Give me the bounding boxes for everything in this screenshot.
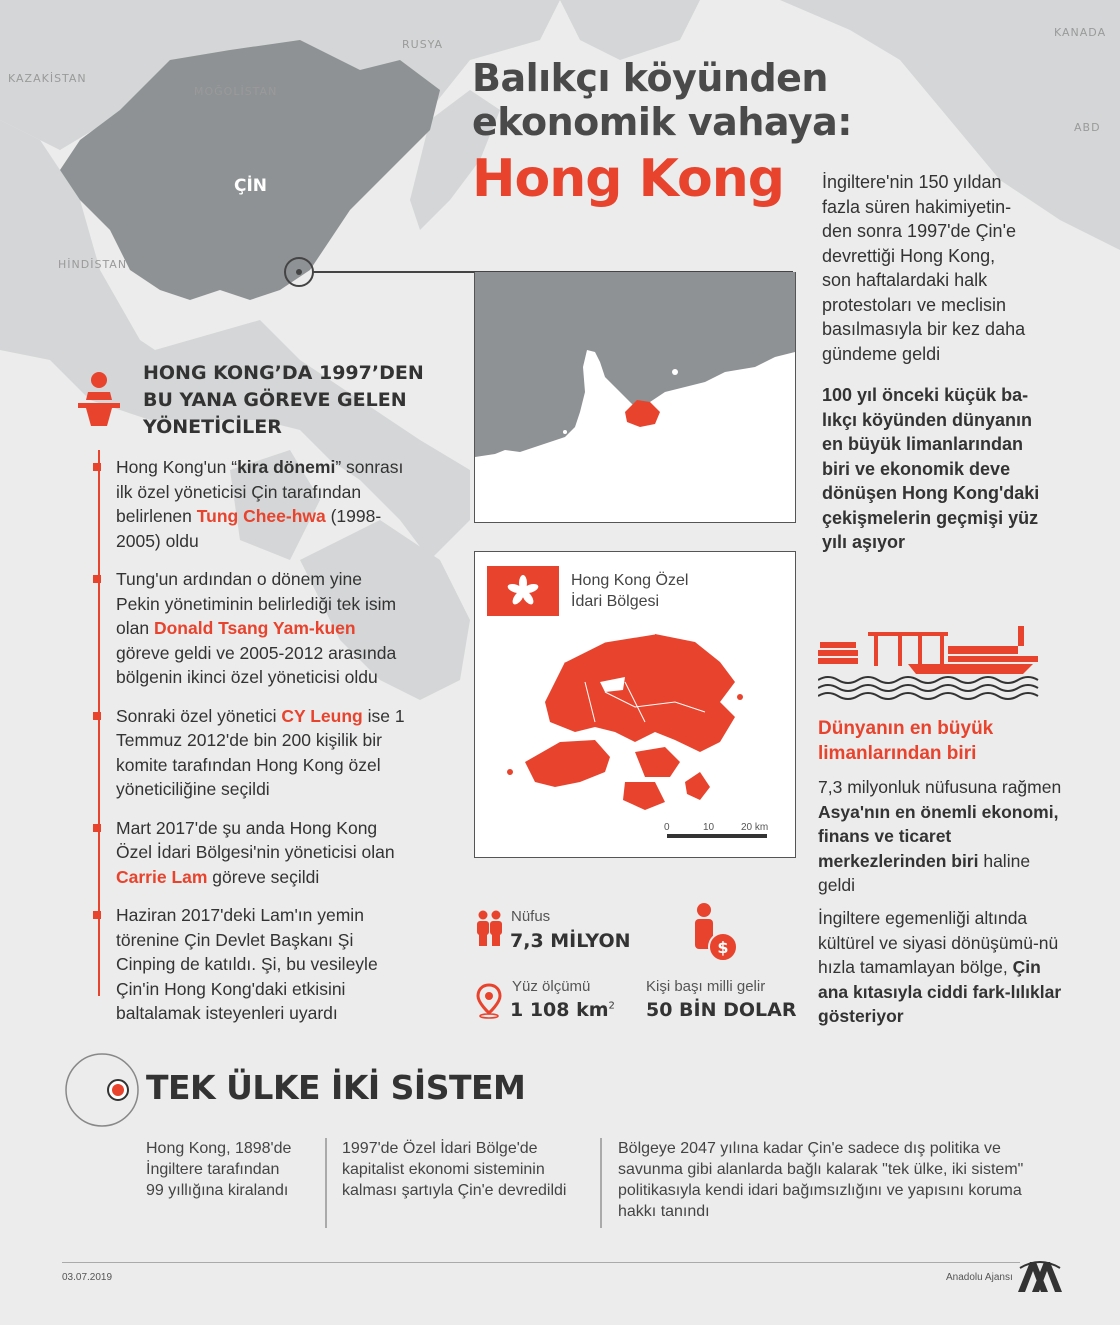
person-with-coin-icon <box>690 902 740 966</box>
scale-bar <box>667 834 767 838</box>
system-col-3: Bölgeye 2047 yılına kadar Çin'e sadece dış politika ve savunma gibi alanlarda bağlı kalarak "tek ülke, iki sistem" politikasıyla kendi idari bağımsızlığını ve yapısını koruma hakkı tanındı <box>618 1140 1024 1220</box>
person-at-podium-icon <box>74 370 124 426</box>
area-value <box>510 999 615 1021</box>
leaders-heading-line: YÖNETİCİLER <box>143 416 282 438</box>
system-heading: TEK ÜLKE İKİ SİSTEM <box>146 1068 526 1107</box>
leader-text: Mart 2017'de şu anda Hong Kong Özel İdari Bölgesi'nin yöneticisi olan <box>116 817 395 862</box>
leader-name: CY Leung <box>281 705 363 726</box>
system-col-1: Hong Kong, 1898'de İngiltere tarafından 99 yıllığına kiralandı <box>146 1140 292 1199</box>
footer-agency: Anadolu Ajansı <box>946 1272 1013 1283</box>
intro-p1-line: İngiltere'nin 150 yıldan <box>822 172 1002 192</box>
intro-p1-line: fazla süren hakimiyetin- <box>822 196 1012 217</box>
leader-item <box>116 455 408 553</box>
leader-item <box>116 816 408 890</box>
leader-text: Haziran 2017'deki Lam'ın yemin törenine Çin Devlet Başkanı Şi Cinping de katıldı. Şi, bu vesileyle Çin'in Hong Kong'daki etkisini baltalamak isteyenleri uyardı <box>116 905 378 1023</box>
map-label-cin: ÇİN <box>234 176 268 196</box>
leader-text: göreve seçildi <box>207 866 320 887</box>
map-label-rusya: RUSYA <box>402 38 444 51</box>
bullet-dot <box>93 911 101 919</box>
leader-name: Donald Tsang Yam-kuen <box>153 618 356 638</box>
area-unit-sup: 2 <box>608 1000 615 1012</box>
leader-text: (1998-2005) oldu <box>116 506 382 551</box>
map-label-mogolistan: MOĞOLİSTAN <box>194 85 278 98</box>
region-map-box <box>474 551 796 858</box>
intro-p2-line: en büyük limanlarından <box>822 434 1024 454</box>
leader-text: ” sonrası ilk özel yöneticisi Çin tarafından belirlenen <box>116 457 404 526</box>
bullet-dot <box>93 463 101 471</box>
intro-paragraph-2 <box>822 383 1112 555</box>
intro-p2-line: yılı aşıyor <box>822 532 906 552</box>
hong-kong-highlight <box>625 400 660 427</box>
map-label-kanada: KANADA <box>1054 26 1107 39</box>
leader-text: Tung'un ardından o dönem yine Pekin yönetiminin belirlediği tek isim olan <box>116 569 397 638</box>
svg-text:$: $ <box>717 938 729 957</box>
system-col-2: 1997'de Özel İdari Bölge'de kapitalist ekonomi sisteminin kalması şartıyla Çin'e devredildi <box>342 1140 567 1199</box>
scale-label-10: 10 <box>703 822 715 833</box>
page-title <box>472 56 872 208</box>
scale-label-0: 0 <box>664 822 670 833</box>
leader-text: Sonraki özel yönetici <box>116 705 282 726</box>
leader-name: Carrie Lam <box>116 866 208 887</box>
bullet-dot <box>93 575 101 583</box>
intro-p1-line: protestoları ve meclisin <box>822 294 1007 315</box>
bullet-dot <box>93 824 101 832</box>
divider <box>600 1138 602 1228</box>
intro-p2-line: 100 yıl önceki küçük ba- <box>822 385 1029 405</box>
port-heading-line: limanlarından biri <box>818 743 977 764</box>
anadolu-agency-logo <box>1016 1258 1064 1294</box>
leaders-heading <box>143 360 443 441</box>
port-paragraph-1 <box>818 775 1068 898</box>
intro-p2-line: lıkçı köyünden dünyanın <box>822 409 1033 430</box>
divider <box>325 1138 327 1228</box>
income-label: Kişi başı milli gelir <box>646 978 766 995</box>
title-line-1: Balıkçı köyünden <box>472 56 828 100</box>
coastline-map <box>474 272 796 523</box>
leader-item <box>116 704 408 802</box>
intro-p1-line: son haftalardaki halk <box>822 270 988 290</box>
leader-item <box>116 567 408 690</box>
hong-kong-region-map <box>505 622 765 822</box>
intro-p2-line: dönüşen Hong Kong'daki <box>822 483 1040 503</box>
port-heading-line: Dünyanın en büyük <box>818 718 994 739</box>
population-value: 7,3 MİLYON <box>510 930 631 952</box>
region-name-line: İdari Bölgesi <box>571 593 660 610</box>
leaders-heading-line: BU YANA GÖREVE GELEN <box>143 389 407 411</box>
population-label: Nüfus <box>511 908 551 925</box>
intro-p2-line: çekişmelerin geçmişi yüz <box>822 507 1039 528</box>
intro-p1-line: devrettiği Hong Kong, <box>822 245 996 266</box>
footer-rule <box>62 1262 1020 1263</box>
leader-text: Hong Kong'un “ <box>116 457 238 477</box>
leaders-heading-line: HONG KONG’DA 1997’DEN <box>143 362 424 384</box>
title-line-2: ekonomik vahaya: <box>472 100 852 144</box>
intro-p1-line: basılmasıyla bir kez daha <box>822 319 1026 339</box>
intro-p1-line: den sonra 1997'de Çin'e <box>822 221 1017 241</box>
hong-kong-flag <box>487 566 559 616</box>
map-label-kazakistan: KAZAKİSTAN <box>8 72 87 85</box>
leaders-list <box>116 455 408 1040</box>
population-icon <box>474 910 504 946</box>
section-marker <box>62 1050 142 1130</box>
income-value: 50 BİN DOLAR <box>646 999 797 1021</box>
title-line-3: Hong Kong <box>472 149 784 209</box>
port-text: 7,3 milyonluk nüfusuna rağmen <box>818 777 1062 797</box>
region-name <box>571 570 688 612</box>
intro-p2-line: biri ve ekonomik deve <box>822 458 1011 479</box>
intro-p1-line: gündeme geldi <box>822 343 941 364</box>
location-pin-icon <box>476 983 502 1019</box>
port-text: haline geldi <box>818 850 1031 895</box>
port-paragraph-2 <box>818 906 1068 1029</box>
port-heading <box>818 716 993 766</box>
intro-paragraph-1 <box>822 170 1112 366</box>
port-text: İngiltere egemenliği altında kültürel ve siyasi dönüşümü-nü hızla tamamlayan bölge, <box>818 908 1059 977</box>
leader-item <box>116 903 408 1026</box>
leader-name: Tung Chee-hwa <box>196 506 326 526</box>
bullet-dot <box>93 712 101 720</box>
scale-label-20: 20 km <box>741 822 769 833</box>
port-text-bold: Asya'nın en önemli ekonomi, finans ve ticaret merkezlerinden biri <box>818 801 1059 871</box>
map-label-hindistan: HİNDİSTAN <box>58 258 128 271</box>
area-value-text: 1 108 km <box>510 999 609 1021</box>
map-label-abd: ABD <box>1074 121 1101 134</box>
footer-date: 03.07.2019 <box>62 1272 113 1283</box>
port-text-bold: Çin ana kıtasıyla ciddi fark-lılıklar gösteriyor <box>818 957 1062 1026</box>
leader-text: ise 1 Temmuz 2012'de bin 200 kişilik bir komite tarafından Hong Kong özel yöneticiliğine seçildi <box>116 705 405 799</box>
area-label: Yüz ölçümü <box>512 978 591 995</box>
leader-text-bold: kira dönemi <box>237 457 336 477</box>
leader-text: göreve geldi ve 2005-2012 arasında bölgenin ikinci özel yöneticisi oldu <box>116 642 397 687</box>
container-ship-icon <box>818 622 1058 702</box>
region-name-line: Hong Kong Özel <box>571 572 689 589</box>
